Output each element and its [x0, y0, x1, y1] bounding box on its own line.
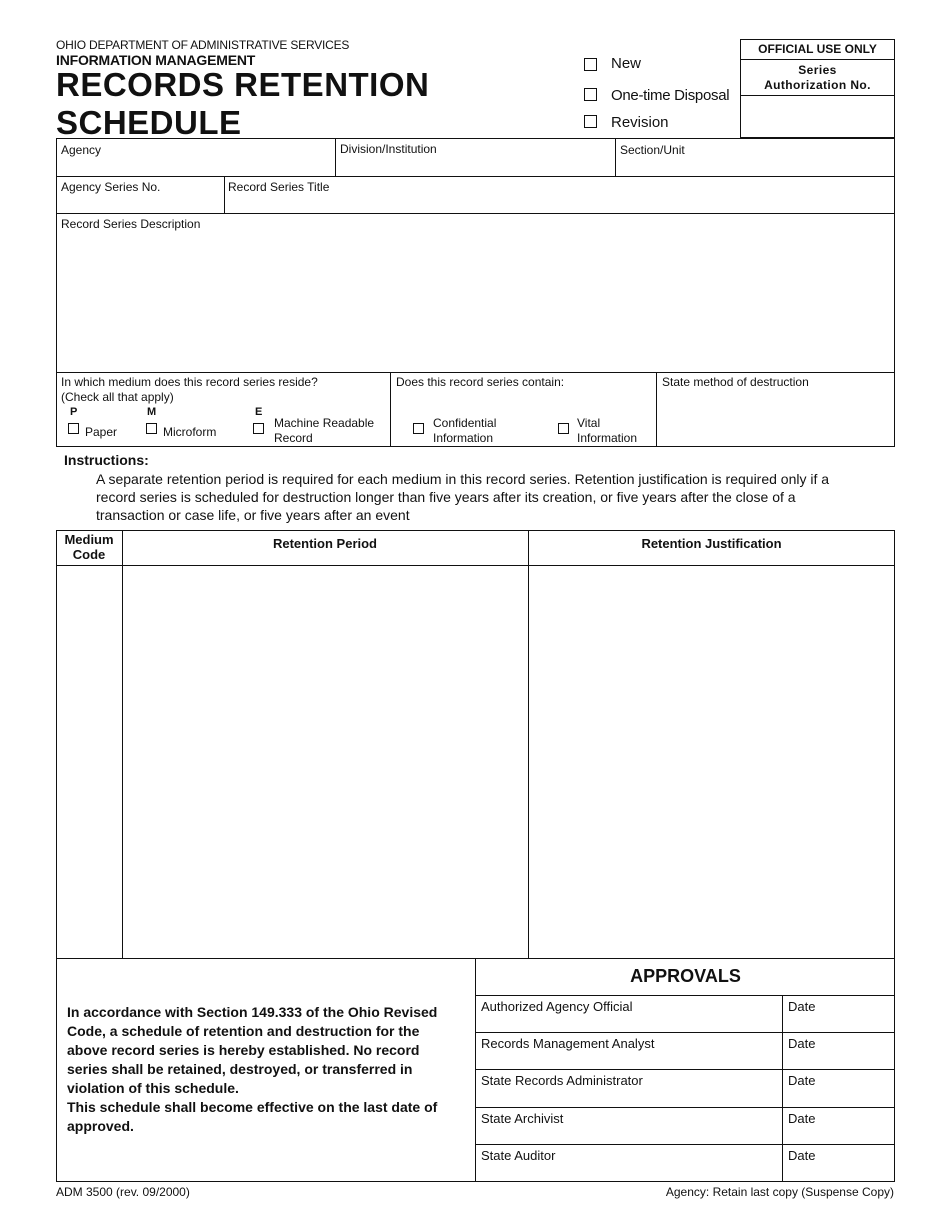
- state-records-administrator-field[interactable]: State Records Administrator: [481, 1073, 643, 1088]
- medium-question: In which medium does this record series reside?: [61, 375, 318, 389]
- contain-question: Does this record series contain:: [396, 375, 565, 389]
- paper-code: P: [70, 406, 78, 418]
- col-divider: [390, 372, 391, 447]
- vital-label-line2: Information: [577, 431, 638, 445]
- approvals-row-divider: [476, 1144, 895, 1145]
- vital-label-line1: Vital: [577, 416, 601, 430]
- approvals-row-divider: [476, 995, 895, 996]
- paper-label: Paper: [85, 425, 118, 439]
- approvals-divider: [475, 958, 476, 1182]
- vital-label: [577, 416, 637, 446]
- medium-code-header: [56, 532, 122, 562]
- record-series-description-field[interactable]: Record Series Description: [61, 217, 201, 231]
- row-divider: [56, 176, 895, 177]
- medium-code-header-line2: Code: [72, 547, 106, 562]
- microform-label: Microform: [163, 425, 217, 439]
- instructions-text: A separate retention period is required for each medium in this record series. Retention justification is required only if a record series is scheduled for destruction longer than five years after its creation, or five years after the close of a transaction or case life, or five years after an event: [96, 471, 830, 523]
- series-authorization-line2: Authorization No.: [764, 78, 871, 92]
- agency-field[interactable]: Agency: [61, 143, 102, 157]
- revision-label: Revision: [611, 114, 669, 131]
- machine-readable-code: E: [255, 406, 263, 418]
- records-management-analyst-field[interactable]: Records Management Analyst: [481, 1036, 655, 1051]
- series-authorization-line1: Series: [798, 63, 837, 77]
- approvals-date-divider: [782, 995, 783, 1182]
- section-unit-field[interactable]: Section/Unit: [620, 143, 685, 157]
- machine-readable-label-line2: Record: [274, 431, 313, 445]
- confidential-label: [433, 416, 496, 446]
- form-title-line1: RECORDS RETENTION: [56, 66, 430, 103]
- department-name: OHIO DEPARTMENT OF ADMINISTRATIVE SERVICES: [56, 38, 350, 52]
- retention-note: Agency: Retain last copy (Suspense Copy): [665, 1185, 894, 1199]
- approvals-row-divider: [476, 1107, 895, 1108]
- confidential-label-line1: Confidential: [433, 416, 497, 430]
- instructions-heading: Instructions:: [64, 452, 149, 468]
- state-auditor-date[interactable]: Date: [788, 1148, 816, 1163]
- retention-period-header: Retention Period: [272, 536, 377, 551]
- paper-checkbox[interactable]: [68, 423, 79, 434]
- one-time-disposal-label: One-time Disposal: [611, 87, 730, 104]
- agency-series-no-field[interactable]: Agency Series No.: [61, 180, 161, 194]
- machine-readable-label: [274, 416, 374, 446]
- destruction-method-field[interactable]: State method of destruction: [662, 375, 809, 389]
- legal-effective-text: This schedule shall become effective on the last date of approved.: [67, 1099, 438, 1134]
- vital-checkbox[interactable]: [558, 423, 569, 434]
- state-archivist-field[interactable]: State Archivist: [481, 1111, 564, 1126]
- retention-period-cell[interactable]: [123, 566, 528, 958]
- form-title: [56, 66, 476, 142]
- revision-checkbox[interactable]: [584, 115, 597, 128]
- division-institution-field[interactable]: Division/Institution: [340, 142, 437, 156]
- state-archivist-date[interactable]: Date: [788, 1111, 816, 1126]
- form-title-line2: SCHEDULE: [56, 104, 242, 141]
- machine-readable-label-line1: Machine Readable: [274, 416, 375, 430]
- authorized-agency-official-field[interactable]: Authorized Agency Official: [481, 999, 633, 1014]
- official-use-box: [740, 39, 895, 138]
- authorized-agency-official-date[interactable]: Date: [788, 999, 816, 1014]
- col-divider: [224, 176, 225, 213]
- col-divider: [656, 372, 657, 447]
- one-time-disposal-checkbox[interactable]: [584, 88, 597, 101]
- division-name: INFORMATION MANAGEMENT: [56, 52, 256, 68]
- machine-readable-checkbox[interactable]: [253, 423, 264, 434]
- new-label: New: [611, 55, 642, 72]
- series-authorization-label: [741, 60, 894, 96]
- medium-question-note: (Check all that apply): [61, 390, 174, 404]
- approvals-row-divider: [476, 1069, 895, 1070]
- row-divider: [56, 213, 895, 214]
- form-number: ADM 3500 (rev. 09/2000): [56, 1185, 190, 1199]
- medium-code-header-line1: Medium: [64, 532, 114, 547]
- approvals-row-divider: [476, 1032, 895, 1033]
- legal-statement-text: In accordance with Section 149.333 of the Ohio Revised Code, a schedule of retention and destruction for the above record series is hereby established. No record series shall be retained, destroyed, or transferred in violation of this schedule.: [67, 1004, 438, 1096]
- medium-code-cell[interactable]: [57, 566, 122, 958]
- confidential-label-line2: Information: [433, 431, 494, 445]
- state-records-administrator-date[interactable]: Date: [788, 1073, 816, 1088]
- col-divider: [335, 138, 336, 176]
- records-management-analyst-date[interactable]: Date: [788, 1036, 816, 1051]
- series-authorization-field[interactable]: [741, 96, 894, 138]
- col-divider: [615, 138, 616, 176]
- approvals-heading: APPROVALS: [630, 966, 741, 986]
- microform-checkbox[interactable]: [146, 423, 157, 434]
- record-series-title-field[interactable]: Record Series Title: [228, 180, 330, 194]
- confidential-checkbox[interactable]: [413, 423, 424, 434]
- state-auditor-field[interactable]: State Auditor: [481, 1148, 556, 1163]
- legal-statement: [67, 1003, 463, 1136]
- record-info-block: [56, 138, 895, 447]
- row-divider: [56, 372, 895, 373]
- retention-justification-cell[interactable]: [529, 566, 894, 958]
- official-use-heading: OFFICIAL USE ONLY: [741, 40, 894, 60]
- new-checkbox[interactable]: [584, 58, 597, 71]
- microform-code: M: [147, 406, 157, 418]
- retention-justification-header: Retention Justification: [641, 536, 782, 551]
